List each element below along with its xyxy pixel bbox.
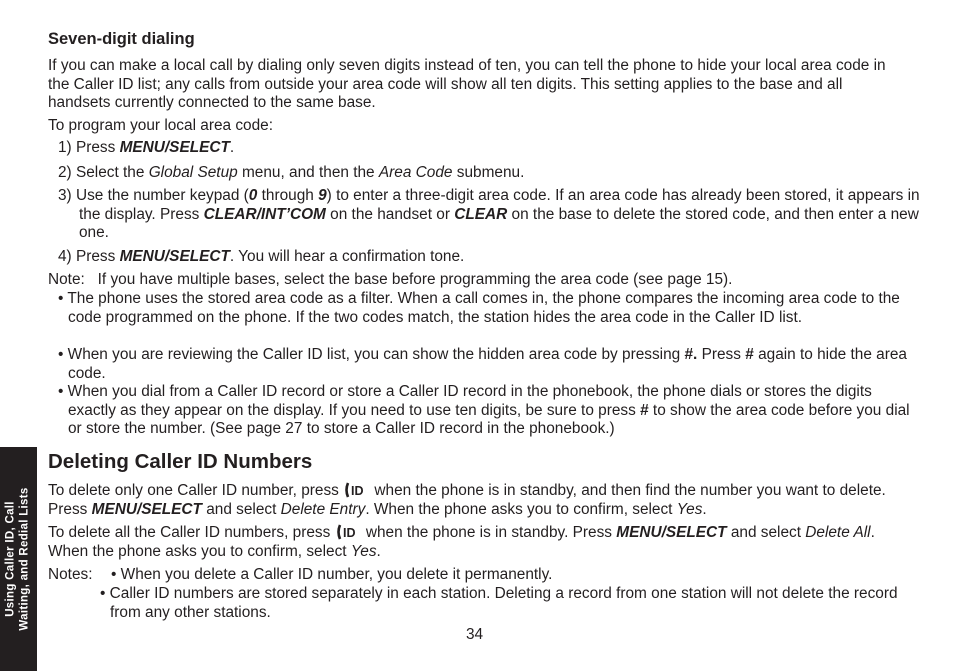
- step-text: on the base to delete the stored code, and then enter a new one.: [79, 205, 919, 242]
- program-intro-text: To program your local area code:: [48, 117, 273, 134]
- menu-select-key-label: MENU/SELECT: [616, 524, 727, 541]
- step-number: 1): [58, 139, 72, 156]
- menu-select-key-label: MENU/SELECT: [119, 139, 230, 156]
- step-text: ) to enter a three-digit area code. If an area code has already been stored, it appears in the display. Press: [79, 187, 920, 223]
- side-tab-line-2: Waiting, and Redial Lists: [18, 487, 30, 631]
- paragraph-text: .: [702, 500, 707, 518]
- note-stored-separately: • Caller ID numbers are stored separately in each station. Deleting a record from one station will not delete the record from any other stations.: [100, 585, 898, 621]
- step-number: 2): [58, 164, 72, 181]
- step-text: Use the number keypad (: [75, 187, 249, 204]
- step-text: submenu.: [452, 164, 525, 181]
- notes-label: Notes:: [48, 566, 97, 583]
- step-text: on the handset or: [325, 205, 455, 223]
- seven-digit-intro-paragraph: If you can make a local call by dialing only seven digits instead of ten, you can tell the phone to hide your local area code in the Caller ID list; any calls from outside your area code will show all ten digits. This setting applies to the base and all handsets currently connected to the same base.: [48, 57, 886, 112]
- paragraph-text: and select: [726, 524, 806, 541]
- paragraph-text: and select: [201, 500, 281, 518]
- bullet-text: Press: [697, 346, 746, 363]
- paragraph-text: To delete all the Caller ID numbers, press: [48, 524, 335, 541]
- bullet-show-hidden-area-code: [58, 346, 914, 383]
- step-number: 3): [58, 187, 72, 204]
- clear-key-label: CLEAR: [454, 205, 508, 223]
- yes-option-label: Yes: [350, 542, 377, 560]
- delete-all-paragraph: [48, 524, 904, 561]
- step-text: .: [229, 139, 235, 156]
- step-text: Press: [75, 248, 120, 265]
- delete-entry-option-label: Delete Entry: [280, 500, 366, 518]
- paragraph-text: . When the phone asks you to confirm, select: [365, 500, 677, 518]
- paragraph-text: To delete only one Caller ID number, press: [48, 482, 344, 499]
- caller-id-key-icon: [344, 482, 368, 498]
- pound-key-label: #: [640, 401, 649, 419]
- step-text: Press: [75, 139, 120, 156]
- subheading-seven-digit-dialing: Seven-digit dialing: [48, 30, 195, 48]
- side-tab: [0, 447, 37, 671]
- key-9-label: 9: [318, 187, 327, 204]
- menu-select-key-label: MENU/SELECT: [91, 500, 202, 518]
- global-setup-menu-label: Global Setup: [148, 164, 238, 181]
- paragraph-text: when the phone is in standby, and then find the number you want to delete. Press: [48, 482, 886, 518]
- area-code-submenu-label: Area Code: [378, 164, 453, 181]
- note-multiple-bases: Note: If you have multiple bases, select the base before programming the area code (see page 15).: [48, 271, 733, 288]
- step-text: Select the: [75, 164, 149, 181]
- paragraph-text: .: [376, 542, 381, 560]
- step-2: [58, 164, 925, 183]
- bullet-text: • When you dial from a Caller ID record or store a Caller ID record in the phonebook, the phone dials or stores the digits exactly as they appear on the display. If you need to use ten digits, be sure to press: [58, 383, 872, 419]
- section-heading-deleting-caller-id: Deleting Caller ID Numbers: [48, 450, 313, 473]
- bullet-text: • When you are reviewing the Caller ID list, you can show the hidden area code by pressing: [58, 346, 685, 363]
- delete-one-paragraph: [48, 482, 904, 519]
- delete-all-option-label: Delete All: [805, 524, 871, 541]
- pound-key-label: #.: [684, 346, 698, 363]
- caller-id-icon-text: ID: [342, 526, 356, 540]
- caller-id-icon-text: ID: [351, 484, 364, 498]
- pound-key-label: #: [745, 346, 754, 363]
- key-0-label: 0: [248, 187, 258, 204]
- step-text: through: [257, 187, 319, 204]
- step-text: . You will hear a confirmation tone.: [229, 248, 465, 265]
- step-text: menu, and then the: [237, 164, 379, 181]
- side-tab-line-1: Using Caller ID, Call: [4, 501, 17, 617]
- yes-option-label: Yes: [676, 500, 703, 518]
- bullet-text: to show the area code before you dial or store the number. (See page 27 to store a Caller ID record in the phonebook.): [68, 401, 910, 438]
- step-1: [58, 139, 925, 158]
- paragraph-text: . When the phone asks you to confirm, select: [48, 524, 875, 560]
- bullet-text: again to hide the area code.: [68, 346, 907, 382]
- side-tab-label: [5, 447, 32, 671]
- clear-intcom-key-label: CLEAR/INT’COM: [203, 205, 326, 223]
- bullet-area-code-filter: • The phone uses the stored area code as a filter. When a call comes in, the phone compares the incoming area code to the code programmed on the phone. If the two codes match, the station hides the area code in the Caller ID list.: [58, 290, 900, 326]
- paragraph-text: when the phone is in standby. Press: [361, 524, 617, 541]
- note-delete-permanently: • When you delete a Caller ID number, you delete it permanently.: [111, 566, 553, 583]
- step-3: [58, 187, 925, 243]
- bullet-dial-store-digits: [58, 383, 914, 439]
- menu-select-key-label: MENU/SELECT: [119, 248, 230, 265]
- page-number: 34: [466, 626, 484, 643]
- caller-id-key-icon: [336, 524, 360, 540]
- step-number: 4): [58, 248, 72, 265]
- step-4: [58, 248, 925, 267]
